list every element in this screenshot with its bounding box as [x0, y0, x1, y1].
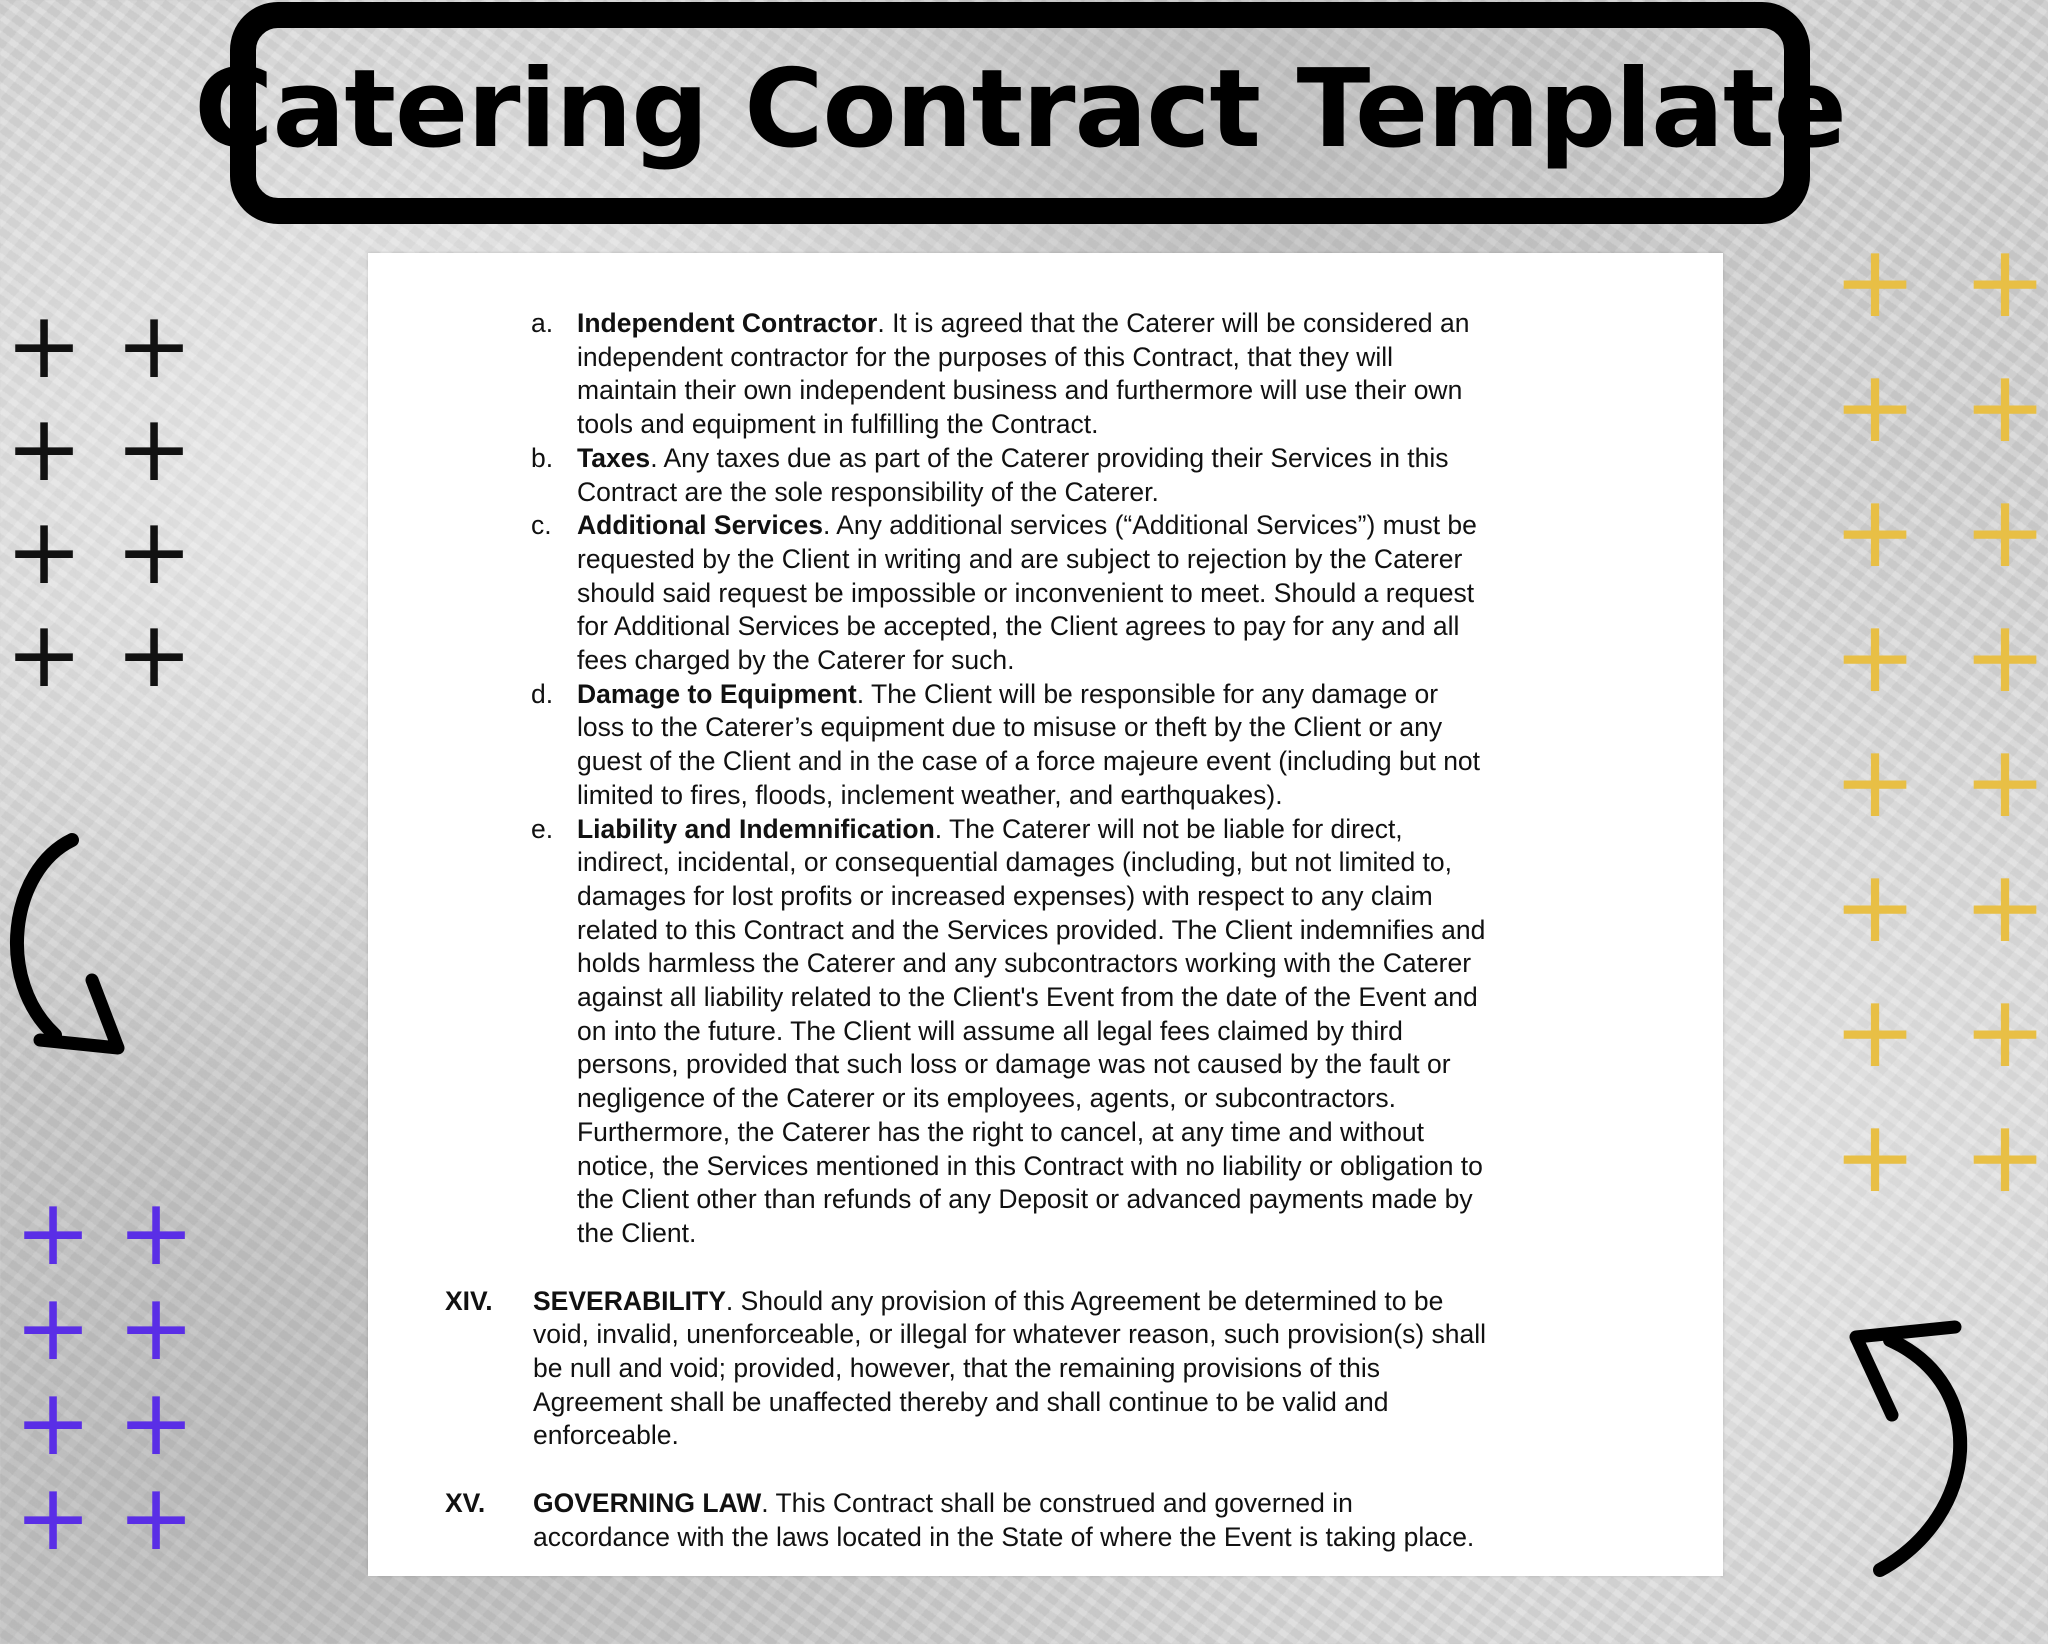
- list-item-line: . Any additional services (“Additional Services”) must be: [822, 510, 1477, 541]
- curved-arrow-down-right-icon: [0, 830, 140, 1060]
- list-item-line: damages for lost profits or increased expenses) with respect to any claim: [577, 880, 1433, 911]
- list-item-text: [577, 813, 1485, 1251]
- plus-icon: +: [117, 1179, 195, 1286]
- plus-icon: +: [1963, 598, 2047, 715]
- section-heading: GOVERNING LAW: [533, 1488, 762, 1519]
- section-number: XV.: [445, 1488, 486, 1519]
- plus-icon: +: [1963, 223, 2047, 340]
- plus-icon: +: [5, 395, 83, 502]
- plus-icon: +: [1963, 723, 2047, 840]
- curved-arrow-up-left-icon: [1840, 1315, 2020, 1585]
- section-line: enforceable.: [533, 1420, 679, 1451]
- plus-icon: +: [1833, 223, 1917, 340]
- section-heading: SEVERABILITY: [533, 1285, 726, 1316]
- list-item-heading: Additional Services: [577, 510, 823, 541]
- plus-icon: +: [117, 1369, 195, 1476]
- document-page: [368, 253, 1723, 1576]
- section-line: . This Contract shall be construed and governed in: [761, 1488, 1353, 1519]
- list-item-heading: Damage to Equipment: [577, 678, 857, 709]
- section-text: [533, 1285, 1486, 1454]
- list-item-text: [577, 307, 1470, 442]
- plus-icon: +: [1963, 348, 2047, 465]
- section-line: be null and void; provided, however, that the remaining provisions of this: [533, 1353, 1381, 1383]
- list-item-marker: c.: [531, 510, 552, 541]
- plus-icon: +: [1963, 1098, 2047, 1215]
- list-item-line: Furthermore, the Caterer has the right to cancel, at any time and without: [577, 1116, 1424, 1147]
- list-item-line: the Client.: [577, 1217, 697, 1248]
- list-item-line: negligence of the Caterer or its employees, agents, or subcontractors.: [577, 1083, 1396, 1114]
- list-item-line: persons, provided that such loss or damage was not caused by the fault or: [577, 1049, 1451, 1080]
- list-item-line: . It is agreed that the Caterer will be considered an: [877, 308, 1470, 338]
- section-line: void, invalid, unenforceable, or illegal for whatever reason, such provision(s) shall: [533, 1319, 1487, 1350]
- list-item-line: tools and equipment in fulfilling the Contract.: [577, 409, 1099, 440]
- list-item-line: for Additional Services be accepted, the Client agrees to pay for any and all: [577, 611, 1460, 642]
- list-item-text: [577, 509, 1477, 678]
- plus-icon: +: [115, 498, 193, 605]
- list-item-line: independent contractor for the purposes of this Contract, that they will: [577, 341, 1394, 372]
- section-line: Agreement shall be unaffected thereby and shall continue to be valid and: [533, 1386, 1389, 1417]
- section-number: XIV.: [445, 1285, 493, 1316]
- list-item-marker: e.: [531, 813, 554, 844]
- plus-icon: +: [115, 395, 193, 502]
- list-item-line: Contract are the sole responsibility of the Caterer.: [577, 476, 1159, 507]
- plus-icon: +: [115, 292, 193, 399]
- plus-icon: +: [14, 1274, 92, 1381]
- list-item-line: . The Caterer will not be liable for direct,: [934, 813, 1403, 844]
- plus-icon: +: [5, 498, 83, 605]
- list-item-line: the Client other than refunds of any Deposit or advanced payments made by: [577, 1184, 1473, 1215]
- plus-icon: +: [1963, 848, 2047, 965]
- list-item-line: loss to the Caterer’s equipment due to misuse or theft by the Client or any: [577, 712, 1443, 743]
- list-item-marker: a.: [531, 308, 554, 338]
- list-item-heading: Independent Contractor: [577, 308, 878, 338]
- plus-icon: +: [1833, 348, 1917, 465]
- plus-icon: +: [1833, 1098, 1917, 1215]
- list-item-line: . The Client will be responsible for any damage or: [856, 678, 1439, 709]
- list-item-line: indirect, incidental, or consequential damages (including, but not limited to,: [577, 847, 1453, 878]
- plus-icon: +: [115, 601, 193, 708]
- list-item-marker: b.: [531, 442, 554, 473]
- list-item-line: fees charged by the Caterer for such.: [577, 645, 1015, 675]
- plus-icon: +: [1833, 973, 1917, 1090]
- list-item-line: related to this Contract and the Services provided. The Client indemnifies and: [577, 914, 1486, 945]
- section-first-line: [533, 1285, 1486, 1319]
- plus-icon: +: [1833, 598, 1917, 715]
- list-item-first-line: [577, 678, 1480, 712]
- plus-icon: +: [5, 292, 83, 399]
- list-item-line: . Any taxes due as part of the Caterer providing their Services in this: [650, 442, 1449, 473]
- list-item-first-line: [577, 307, 1470, 341]
- plus-icon: +: [117, 1464, 195, 1571]
- title-frame: [194, 2, 1846, 224]
- list-item-line: guest of the Client and in the case of a force majeure event (including but not: [577, 746, 1481, 777]
- plus-icon: +: [14, 1464, 92, 1571]
- section-line: accordance with the laws located in the State of where the Event is taking place.: [533, 1521, 1475, 1552]
- plus-icon: +: [1833, 473, 1917, 590]
- list-item-heading: Liability and Indemnification: [577, 813, 935, 844]
- plus-icon: +: [14, 1369, 92, 1476]
- section-text: [533, 1487, 1474, 1554]
- list-item-line: on into the future. The Client will assume all legal fees claimed by third: [577, 1015, 1403, 1046]
- list-item-first-line: [577, 442, 1449, 476]
- list-item-line: requested by the Client in writing and are subject to rejection by the Caterer: [577, 543, 1463, 574]
- page-title: Catering Contract Template: [194, 46, 1846, 172]
- list-item-marker: d.: [531, 678, 554, 709]
- plus-icon: +: [1963, 973, 2047, 1090]
- plus-icon: +: [14, 1179, 92, 1286]
- plus-icon: +: [1833, 848, 1917, 965]
- list-item-line: limited to fires, floods, inclement weather, and earthquakes).: [577, 779, 1283, 810]
- section-line: . Should any provision of this Agreement be determined to be: [725, 1285, 1444, 1316]
- section-first-line: [533, 1487, 1474, 1521]
- plus-icon: +: [1833, 723, 1917, 840]
- list-item-first-line: [577, 813, 1485, 847]
- list-item-text: [577, 678, 1480, 813]
- list-item-line: notice, the Services mentioned in this Contract with no liability or obligation to: [577, 1150, 1483, 1181]
- list-item-line: holds harmless the Caterer and any subcontractors working with the Caterer: [577, 948, 1472, 979]
- list-item-first-line: [577, 509, 1477, 543]
- plus-icon: +: [117, 1274, 195, 1381]
- plus-icon: +: [5, 601, 83, 708]
- plus-icon: +: [1963, 473, 2047, 590]
- list-item-line: against all liability related to the Client's Event from the date of the Event and: [577, 982, 1478, 1013]
- list-item-line: should said request be impossible or inconvenient to meet. Should a request: [577, 577, 1475, 608]
- list-item-heading: Taxes: [577, 442, 651, 473]
- list-item-text: [577, 442, 1449, 509]
- list-item-line: maintain their own independent business and furthermore will use their own: [577, 375, 1463, 406]
